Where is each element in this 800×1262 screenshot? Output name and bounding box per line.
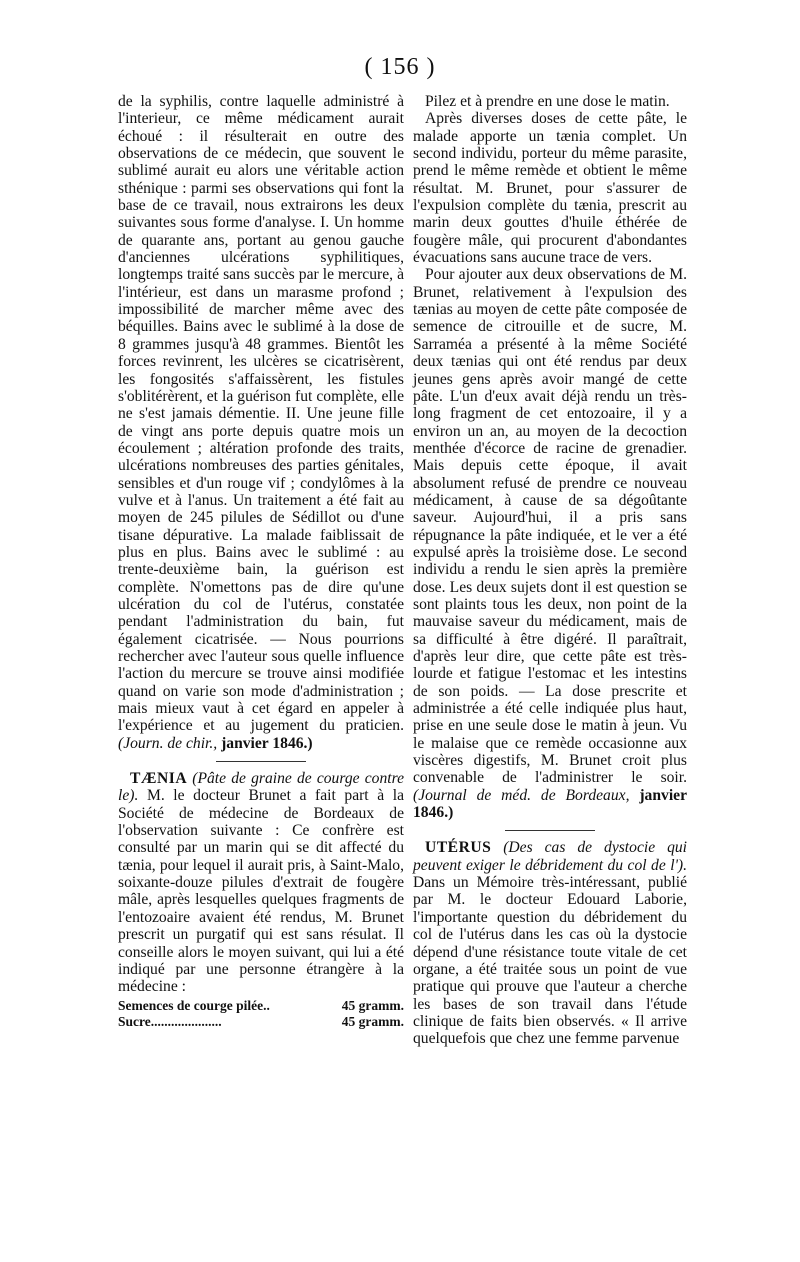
left-paragraph-taenia	[118, 770, 404, 995]
taenia-text: M. le docteur Brunet a fait part à la Société de médecine de Bordeaux de l'observation suivante : Ce confrère est consulté par un marin qui se dit affecté du tænia, pour lequel il aurait pris, à Saint-Malo, soixante-douze pilules d'extrait de fougère mâle, après lesquelles quelques fragments de l'entozoaire avaient été rendus, M. Brunet prescrit un purgatif qui est sans résulat. Il conseille alors le moyen suivant, qui lui a été indiqué par une personne étrangère à la médecine :	[118, 787, 404, 996]
recipe-item: Semences de courge pilée..	[118, 997, 270, 1013]
syphilis-text: de la syphilis, contre laquelle administré à l'interieur, ce même médicament aurait échoué : il résulterait en outre des observations de ce médecin, que souvent le sublimé aurait eu alors une véritable action sthénique : parmi ses observations qui font la base de ce travail, nous extrairons les deux suivantes sous forme d'analyse. I. Un homme de quarante ans, portant au genou gauche d'anciennes ulcérations syphilitiques, longtemps traité sans succès par le mercure, à l'intérieur, est dans un marasme profond ; impossibilité de marcher même avec des béquilles. Bains avec le sublimé à la dose de 8 grammes jusqu'à 48 grammes. Bientôt les forces revinrent, les ulcères se cicatrisèrent, les fongosités s'affaissèrent, les fistules s'oblitérèrent, et la guérison fut complète, elle ne s'est jamais démentie. II. Une jeune fille de vingt ans porte depuis quatre mois un écoulement ; altération profonde des traits, ulcérations nombreuses des parties génitales, sensibles et d'un rouge vif ; condylômes à la vulve et à l'anus. Un traitement a été fait au moyen de 245 pilules de Sédillot ou d'une tisane dépurative. La malade faiblissait de plus en plus. Bains avec le sublimé : au trente-deuxième bain, la guérison est complète. N'omettons pas de dire qu'une ulcération du col de l'utérus, constatée pendant l'administration du bain, fut également cicatrisée. — Nous pourrions rechercher avec l'auteur sous quelle influence l'action du mercure se trouve ainsi modifiée quand on varie son mode d'administration ; mais mieux vaut à cet égard en appeler à l'expérience et au jugement du praticien.	[118, 93, 404, 735]
left-paragraph-syphilis	[118, 93, 404, 752]
recipe-item: Sucre.....................	[118, 1013, 222, 1029]
section-divider	[216, 761, 306, 762]
sarramea-citation: (Journal de méd. de Bordeaux,	[413, 786, 630, 804]
recipe-row	[118, 1014, 404, 1030]
taenia-subtitle: (Pâte de graine de courge contre le).	[118, 770, 404, 805]
sarramea-citation-date: janvier 1846.)	[413, 786, 687, 822]
recipe-list	[118, 998, 404, 1030]
uterus-text: Dans un Mémoire très-intéressant, publié par M. le docteur Edouard Laborie, l'importante question du débridement du col de l'utérus dans les cas où la dystocie dépend d'une résistance toute vitale de cet organe, a été traitée sous un point de vue pratique qui prouve que l'auteur a cherche les bases de son travail dans l'étude clinique de faits bien observés. « Il arrive quelquefois que chez une femme parvenue	[413, 874, 687, 1048]
left-column	[118, 93, 404, 1030]
sarramea-text: Pour ajouter aux deux observations de M. Brunet, relativement à l'expulsion des tænias au moyen de cette pâte composée de semence de citrouille et de sucre, M. Sarraméa a présenté à la même Société deux tænias qui ont été rendus par deux jeunes gens après avoir mangé de cette pâte. L'un d'eux avait déjà rendu un très-long fragment de cet entozoaire, il y a environ un an, au moyen de la decoction menthée d'écorce de racine de grenadier. Mais depuis cette époque, il avait absolument refusé de prendre ce nouveau médicament, à cause de sa dégoûtante saveur. Aujourd'hui, il a pris sans répugnance la pâte indiquée, et le ver a été expulsé après la troisième dose. Le second individu a rendu le sien après la première dose. Les deux sujets dont il est question se sont plaints tous les deux, non point de la mauvaise saveur du médicament, mais de sa difficulté à être digéré. Il paraîtrait, d'après leur dire, que cette pâte est très-lourde et fatigue l'estomac et les intestins de son poids. — La dose prescrite et administrée a été celle indiquée plus haut, prise en une seule dose le matin à jeun. Vu le malaise que ce remède occasionne aux viscères digestifs, M. Brunet croit plus convenable de l'administrer le soir.	[413, 266, 687, 787]
syphilis-citation-date: janvier 1846.)	[221, 734, 313, 752]
right-paragraph-instructions: Pilez et à prendre en une dose le matin.	[425, 93, 670, 110]
recipe-quantity: 45 gramm.	[341, 1013, 404, 1029]
right-paragraph-sarramea	[413, 266, 687, 821]
syphilis-citation: (Journ. de chir.,	[118, 734, 218, 752]
section-divider	[505, 830, 595, 831]
recipe-quantity: 45 gramm.	[341, 997, 404, 1013]
taenia-heading: TÆNIA	[130, 770, 188, 788]
right-paragraph-results: Après diverses doses de cette pâte, le malade apporte un tænia complet. Un second individu, porteur du même parasite, prend le même remède et obtient le même résultat. M. Brunet, pour s'assurer de l'expulsion complète du tænia, prescrit au marin deux gouttes d'huile éthérée de fougère mâle, qui procurent d'abondantes évacuations sans aucune trace de vers.	[413, 110, 687, 267]
recipe-row	[118, 998, 404, 1014]
uterus-heading: UTÉRUS	[425, 839, 492, 857]
right-column	[413, 93, 687, 1048]
uterus-subtitle: (Des cas de dystocie qui peuvent exiger le débridement du col de l').	[413, 839, 687, 874]
right-paragraph-uterus	[413, 839, 687, 1047]
page-number: ( 156 )	[364, 54, 436, 80]
